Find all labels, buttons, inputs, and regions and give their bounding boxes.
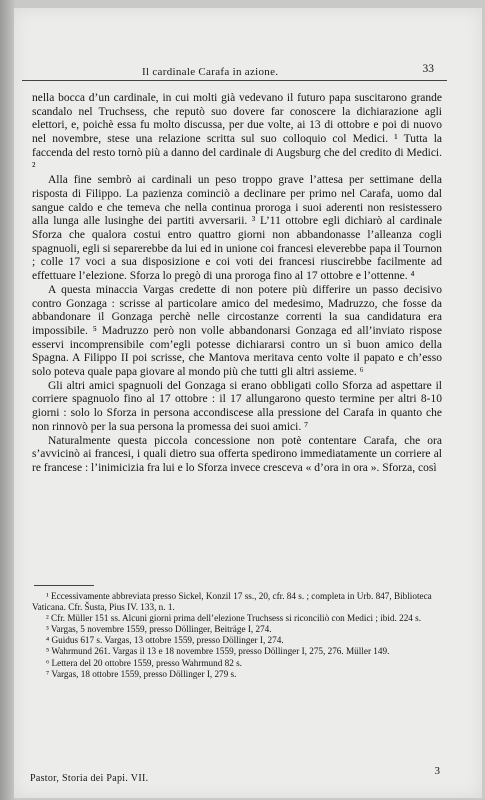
paragraph: Gli altri amici spagnuoli del Gonzaga si erano obbligati collo Sforza ad aspettare il corriere spagnuolo fino al 17 ottobre : il 17 allungarono questo termine per altri 8-10 giorni : solo lo Sforza in persona accondiscese alla pressione del Carafa in quanto che non rinnovò per la sua persona la promessa dei suoi amici. ⁷ <box>32 379 442 433</box>
source-line: Pastor, Storia dei Papi. VII. <box>30 773 149 784</box>
paper-sheet <box>14 8 482 798</box>
signature-mark: 3 <box>434 765 440 777</box>
footnote: ⁶ Lettera del 20 ottobre 1559, presso Wahrmund 82 s. <box>46 657 242 668</box>
footnotes <box>32 591 442 680</box>
footnote: ³ Vargas, 5 novembre 1559, presso Döllinger, Beiträge I, 274. <box>46 624 272 635</box>
footnote: ⁴ Guidus 617 s. Vargas, 13 ottobre 1559, presso Döllinger I, 274. <box>46 635 284 646</box>
paragraph: nella bocca d’un cardinale, in cui molti già vedevano il futuro papa suscitarono grande scandalo nel Truchsess, che reputò suo dovere far conoscere la dichiarazione agli elettori, e, poichè essa fu molto discussa, per due volte, ai 13 di ottobre e poi di nuovo nel novembre, stese una relazione scritta sul suo colloquio col Medici. ¹ Tutta la faccenda del resto tornò più a danno del cardinale di Augsburg che del credito di Medici. ² <box>32 92 442 173</box>
footnote: ⁷ Vargas, 18 ottobre 1559, presso Döllinger I, 279 s. <box>46 668 237 679</box>
page-number: 33 <box>422 63 434 75</box>
footnote: ¹ Eccessivamente abbreviata presso Sickel, Konzil 17 ss., 20, cfr. 84 s. ; completa in Urb. 847, Biblioteca Vaticana. Cfr. Šusta, Pius IV. 133, n. 1. <box>32 591 432 613</box>
footnote: ² Cfr. Müller 151 ss. Alcuni giorni prima dell’elezione Truchsess si riconciliò con Medici ; ibid. 224 s. <box>46 613 422 624</box>
footnote: ⁵ Wahrmund 261. Vargas il 13 e 18 novembre 1559, presso Döllinger I, 275, 276. Müller 149. <box>46 646 390 657</box>
paragraph: Alla fine sembrò ai cardinali un peso troppo grave l’attesa per settimane della risposta di Filippo. La pazienza cominciò a declinare per primo nel Carafa, uomo dal sangue caldo e che temeva che nella continua proroga i suoi aderenti non resistessero alla lunga alle lusinghe dei partiti avversarii. ³ L’11 ottobre egli dichiarò al cardinale Sforza che qualora costui entro quattro giorni non abbandonasse l’alleanza cogli spagnuoli, egli si separerebbe da lui ed in unione coi francesi eleverebbe papa il Tournon ; colle 17 voci a sua disposizione e coi voti dei francesi riuscirebbe facilmente ad effettuare l’elezione. Sforza lo pregò di una proroga fino al 17 ottobre e l’ottenne. ⁴ <box>32 174 442 283</box>
main-text <box>32 92 442 476</box>
paragraph: A questa minaccia Vargas credette di non potere più differire un passo decisivo contro Gonzaga : scrisse al particolare amico del medesimo, Madruzzo, che fosse da abbandonare il Gonzaga perchè nelle circostanze correnti la sua candidatura era impossibile. ⁵ Madruzzo però non volle abbandonarsi Gonzaga ed all’inviato rispose esservi incomprensibile com’egli potesse dichiararsi contro un sì buon amico della Spagna. A Filippo II poi scrisse, che Mantova meritava cento volte il papato e ch’esso solo poteva quale papa giovare al mondo più che tutti gli altri assieme. ⁶ <box>32 283 442 379</box>
header-rule <box>22 80 447 81</box>
paragraph: Naturalmente questa piccola concessione non potè contentare Carafa, che ora s’avvicinò ai francesi, i quali dietro sua offerta spedirono immediatamente un corriere al re francese : l’inimicizia fra lui e lo Sforza invece cresceva « d’ora in ora ». Sforza, così <box>32 434 442 474</box>
footnote-rule <box>34 585 94 586</box>
page-footer <box>30 765 450 785</box>
running-header <box>14 58 482 78</box>
running-title: Il cardinale Carafa in azione. <box>142 66 279 78</box>
